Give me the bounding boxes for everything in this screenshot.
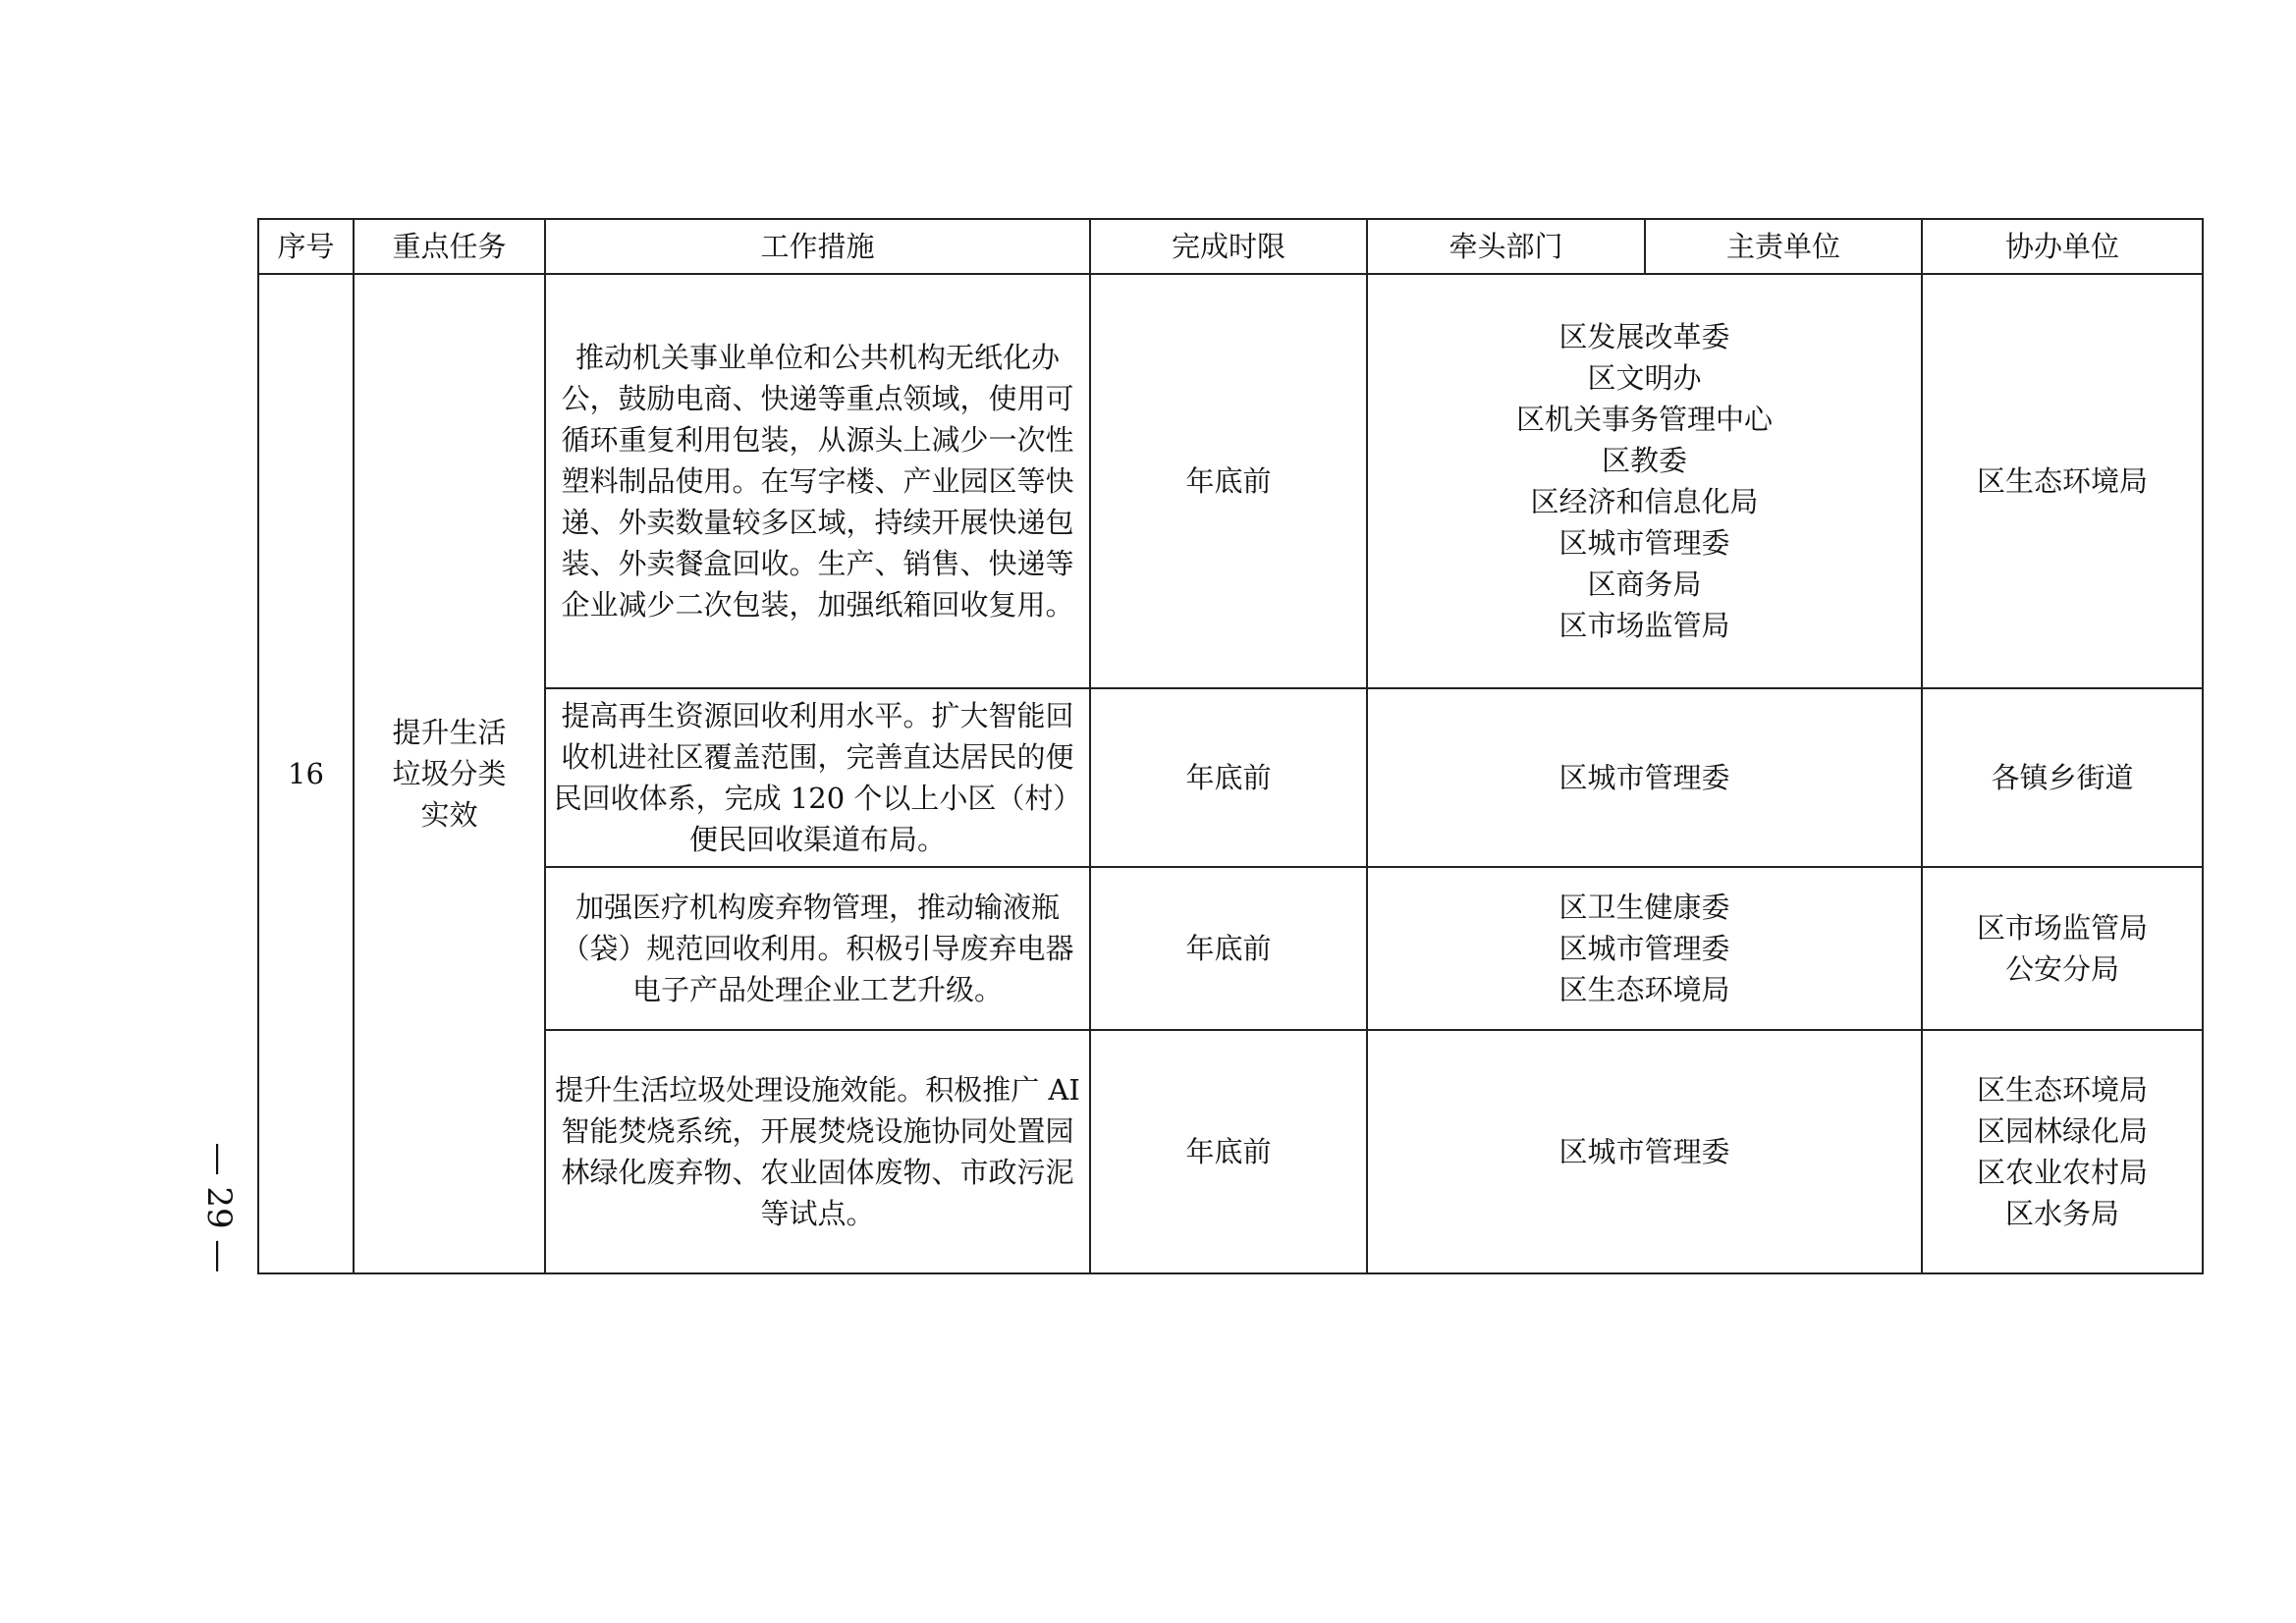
lead-cell [1367,867,1922,1030]
header-assist-unit: 协办单位 [1922,219,2203,274]
lead-line: 区卫生健康委 [1558,891,1730,924]
measure-line: 提高再生资源回收利用水平。扩大智能回 [561,699,1074,732]
lead-line: 区生态环境局 [1558,973,1730,1006]
header-row [258,219,2203,274]
measure-line: 电子产品处理企业工艺升级。 [631,973,1003,1006]
assist-line: 区园林绿化局 [1976,1114,2148,1148]
table-row [258,867,2203,1030]
task-line: 垃圾分类 [392,757,507,790]
assist-line: 区农业农村局 [1976,1156,2148,1189]
header-task: 重点任务 [354,219,545,274]
header-deadline: 完成时限 [1090,219,1367,274]
measure-line: 提升生活垃圾处理设施效能。积极推广 AI [555,1073,1080,1107]
header-responsible-unit: 主责单位 [1645,219,1922,274]
task-table [257,218,2204,1274]
measure-line: 智能焚烧系统，开展焚烧设施协同处置园 [561,1114,1074,1148]
assist-cell [1922,274,2203,688]
table-row [258,688,2203,867]
lead-line: 区城市管理委 [1558,526,1730,560]
task-line: 提升生活 [392,716,507,749]
page-number [175,1129,263,1286]
assist-line: 公安分局 [2004,952,2119,986]
deadline-cell: 年底前 [1090,1030,1367,1273]
measure-line: 收机进社区覆盖范围，完善直达居民的便 [561,740,1074,774]
lead-line: 区经济和信息化局 [1530,485,1759,518]
measure-line: 林绿化废弃物、农业固体废物、市政污泥 [561,1156,1074,1189]
lead-line: 区文明办 [1587,361,1702,395]
deadline-cell: 年底前 [1090,274,1367,688]
assist-line: 各镇乡街道 [1991,761,2134,794]
measure-line: 装、外卖餐盒回收。生产、销售、快递等 [561,547,1074,580]
assist-line: 区生态环境局 [1976,1073,2148,1107]
seq-cell: 16 [258,274,354,1273]
measure-line: 等试点。 [760,1197,875,1230]
measure-line: 推动机关事业单位和公共机构无纸化办 [574,341,1060,374]
lead-cell [1367,1030,1922,1273]
deadline-cell: 年底前 [1090,867,1367,1030]
assist-line: 区水务局 [2004,1197,2119,1230]
deadline-cell: 年底前 [1090,688,1367,867]
lead-line: 区城市管理委 [1558,932,1730,965]
table-row [258,274,2203,688]
assist-line: 区市场监管局 [1976,911,2148,945]
task-cell [354,274,545,1273]
measure-cell [545,1030,1090,1273]
lead-line: 区商务局 [1587,568,1702,601]
measure-cell [545,688,1090,867]
lead-line: 区机关事务管理中心 [1515,403,1773,436]
header-measures: 工作措施 [545,219,1090,274]
measure-line: 公，鼓励电商、快递等重点领域，使用可 [561,382,1074,415]
assist-cell [1922,688,2203,867]
lead-line: 区城市管理委 [1558,1135,1730,1168]
measure-line: 循环重复利用包装，从源头上减少一次性 [561,423,1074,457]
measure-line: 塑料制品使用。在写字楼、产业园区等快 [561,464,1074,498]
assist-cell [1922,1030,2203,1273]
page-number-text: — 29 — [199,1142,239,1273]
lead-line: 区市场监管局 [1558,609,1730,642]
measure-line: 企业减少二次包装，加强纸箱回收复用。 [561,588,1074,622]
lead-line: 区发展改革委 [1558,320,1730,353]
task-line: 实效 [420,798,478,832]
table-row [258,1030,2203,1273]
assist-cell [1922,867,2203,1030]
assist-line: 区生态环境局 [1976,464,2148,498]
lead-cell [1367,274,1922,688]
lead-line: 区城市管理委 [1558,761,1730,794]
lead-cell [1367,688,1922,867]
header-seq: 序号 [258,219,354,274]
lead-line: 区教委 [1601,444,1687,477]
measure-cell [545,274,1090,688]
header-lead-dept: 牵头部门 [1367,219,1645,274]
measure-line: 加强医疗机构废弃物管理，推动输液瓶 [574,891,1060,924]
measure-cell [545,867,1090,1030]
measure-line: 民回收体系，完成 120 个以上小区（村） [553,782,1082,815]
measure-line: （袋）规范回收利用。积极引导废弃电器 [561,932,1074,965]
measure-line: 便民回收渠道布局。 [688,823,946,856]
measure-line: 递、外卖数量较多区域，持续开展快递包 [561,506,1074,539]
